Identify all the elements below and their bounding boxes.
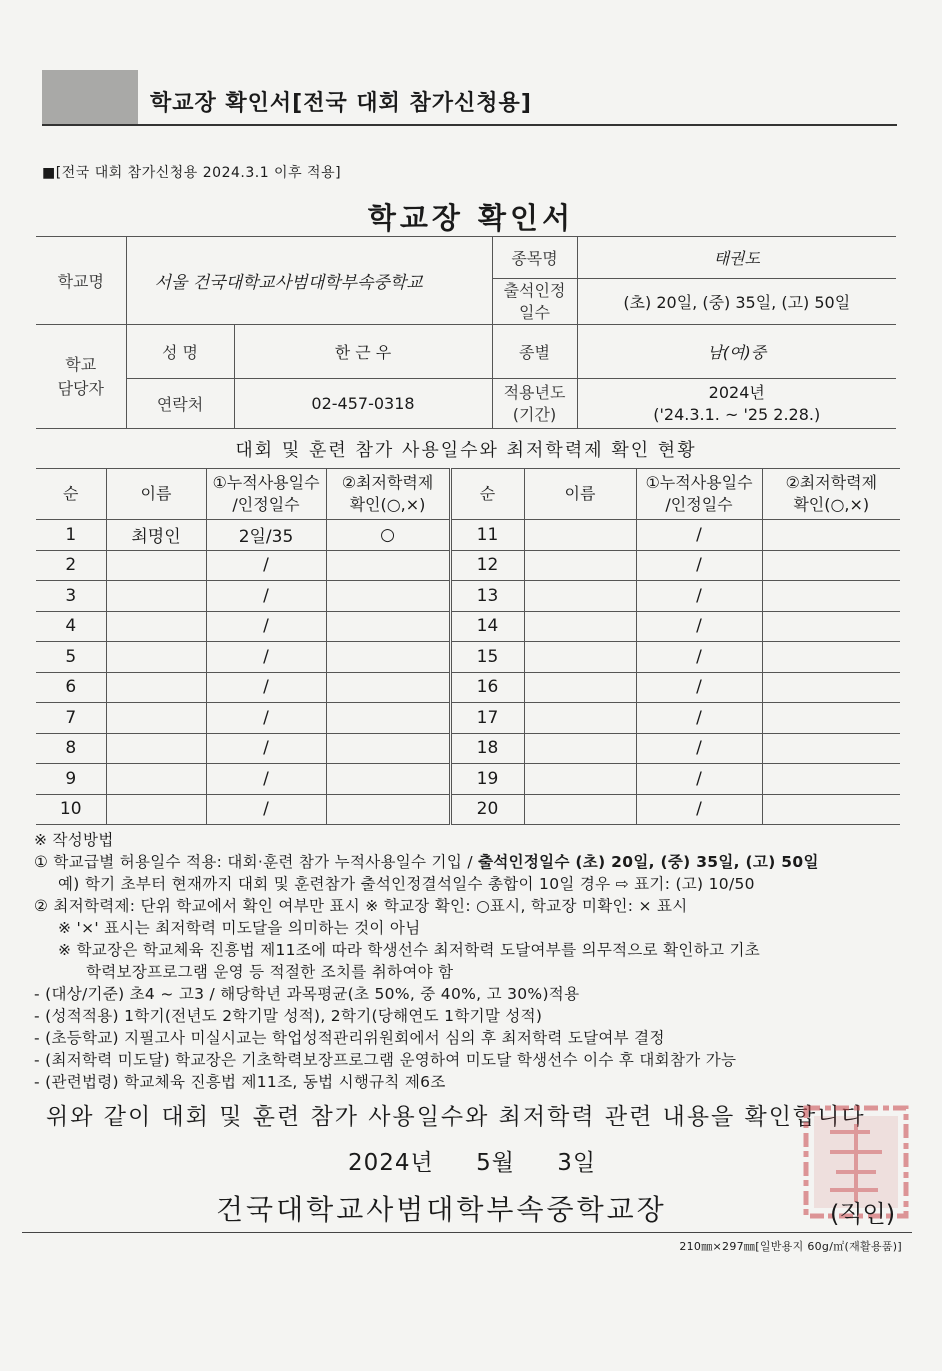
row-check: [326, 794, 450, 825]
row-no: 9: [36, 764, 106, 795]
row-check: [762, 611, 900, 642]
row-days: /: [636, 611, 762, 642]
document-title: 학교장 확인서: [367, 201, 575, 235]
note-1: [34, 851, 909, 873]
note-1-text: ① 학교급별 허용일수 적용: 대회·훈련 참가 누적사용일수 기입 /: [34, 853, 479, 871]
row-days: /: [206, 672, 326, 703]
gender-value: 남(여)중: [577, 325, 896, 379]
row-name: [524, 642, 636, 673]
row-days: /: [206, 611, 326, 642]
row-name: [106, 550, 206, 581]
name-value: 한 근 우: [234, 325, 492, 379]
row-no: 18: [450, 733, 524, 764]
header-check: ②최저학력제 확인(○,×): [762, 469, 900, 520]
row-check: [762, 550, 900, 581]
date: [348, 1144, 630, 1177]
note-2-b2: 학력보장프로그램 운영 등 적절한 조치를 취하여야 함: [86, 963, 454, 981]
table-row: [36, 703, 900, 734]
row-name: [524, 703, 636, 734]
instructions: [34, 829, 909, 1093]
table-row: [36, 794, 900, 825]
principal-name: 건국대학교사범대학부속중학교장: [216, 1193, 667, 1226]
row-days: /: [636, 733, 762, 764]
row-days: /: [636, 794, 762, 825]
table-row: [36, 672, 900, 703]
row-no: 14: [450, 611, 524, 642]
row-check: [762, 764, 900, 795]
paper-spec-footer: 210㎜×297㎜[일반용지 60g/㎡(재활용품)]: [679, 1240, 902, 1253]
detail-2: - (성적적용) 1학기(전년도 2학기말 성적), 2학기(당해연도 1학기말 성적): [34, 1007, 543, 1025]
row-check: [762, 733, 900, 764]
row-check: [762, 642, 900, 673]
table-row: [36, 611, 900, 642]
row-name: [106, 642, 206, 673]
detail-5: - (관련법령) 학교체육 진흥법 제11조, 동법 시행규칙 제6조: [34, 1073, 446, 1091]
row-days: /: [206, 550, 326, 581]
row-check: [762, 703, 900, 734]
row-days: /: [636, 764, 762, 795]
banner-divider: [42, 124, 897, 126]
note-2: ② 최저학력제: 단위 학교에서 확인 여부만 표시 ※ 학교장 확인: ○표시, 학교장 미확인: × 표시: [34, 897, 688, 915]
date-month: 5월: [476, 1150, 515, 1176]
row-name: 최명인: [106, 520, 206, 551]
row-name: [106, 581, 206, 612]
row-days: /: [636, 703, 762, 734]
row-days: /: [206, 794, 326, 825]
header-name: 이름: [106, 469, 206, 520]
row-no: 4: [36, 611, 106, 642]
row-check: [326, 672, 450, 703]
banner-title: 학교장 확인서[전국 대회 참가신청용]: [150, 91, 532, 116]
attend-value: (초) 20일, (중) 35일, (고) 50일: [577, 279, 896, 325]
note-1-bold: 출석인정일수 (초) 20일, (중) 35일, (고) 50일: [478, 853, 819, 871]
row-no: 13: [450, 581, 524, 612]
row-name: [106, 672, 206, 703]
event-value: 태권도: [577, 237, 896, 279]
header-days: ①누적사용일수 /인정일수: [206, 469, 326, 520]
row-days: /: [206, 764, 326, 795]
row-no: 3: [36, 581, 106, 612]
header-no: 순: [36, 469, 106, 520]
row-check: [762, 794, 900, 825]
school-value: 서울 건국대학교사범대학부속중학교: [126, 237, 492, 325]
row-no: 8: [36, 733, 106, 764]
row-name: [106, 611, 206, 642]
row-days: /: [636, 550, 762, 581]
table-row: [36, 520, 900, 551]
row-name: [524, 733, 636, 764]
row-days: /: [206, 581, 326, 612]
row-no: 7: [36, 703, 106, 734]
header-no: 순: [450, 469, 524, 520]
row-name: [106, 764, 206, 795]
detail-3: - (초등학교) 지필고사 미실시교는 학업성적관리위원회에서 심의 후 최저학력 도달여부 결정: [34, 1029, 665, 1047]
contact-value: 02-457-0318: [234, 379, 492, 429]
row-check: [326, 703, 450, 734]
row-check: [326, 550, 450, 581]
table-row: [36, 550, 900, 581]
row-no: 10: [36, 794, 106, 825]
manager-label: 학교 담당자: [36, 325, 126, 429]
table-row: [36, 581, 900, 612]
row-days: /: [636, 581, 762, 612]
row-no: 16: [450, 672, 524, 703]
row-no: 1: [36, 520, 106, 551]
row-days: /: [206, 703, 326, 734]
apply-note: ■[전국 대회 참가신청용 2024.3.1 이후 적용]: [42, 165, 342, 181]
header-days: ①누적사용일수 /인정일수: [636, 469, 762, 520]
row-name: [106, 703, 206, 734]
row-no: 5: [36, 642, 106, 673]
row-check: [326, 611, 450, 642]
row-check: [762, 520, 900, 551]
row-no: 6: [36, 672, 106, 703]
row-name: [524, 672, 636, 703]
row-days: /: [636, 520, 762, 551]
row-days: /: [636, 642, 762, 673]
row-days: /: [206, 642, 326, 673]
row-check: [326, 733, 450, 764]
row-days: /: [636, 672, 762, 703]
row-check: [762, 672, 900, 703]
row-no: 12: [450, 550, 524, 581]
header-check: ②최저학력제 확인(○,×): [326, 469, 450, 520]
banner-gray-box: [42, 70, 138, 124]
row-no: 15: [450, 642, 524, 673]
row-check: [326, 764, 450, 795]
row-name: [106, 794, 206, 825]
table-row: [36, 764, 900, 795]
detail-1: - (대상/기준) 초4 ~ 고3 / 해당학년 과목평균(초 50%, 중 40%, 고 30%)적용: [34, 985, 580, 1003]
school-label: 학교명: [36, 237, 126, 325]
row-name: [524, 764, 636, 795]
note-2-a: ※ '×' 표시는 최저학력 미도달을 의미하는 것이 아님: [58, 919, 421, 937]
row-check: [326, 642, 450, 673]
detail-4: - (최저학력 미도달) 학교장은 기초학력보장프로그램 운영하여 미도달 학생선수 이수 후 대회참가 가능: [34, 1051, 737, 1069]
note-1-example: 예) 학기 초부터 현재까지 대회 및 훈련참가 출석인정결석일수 총합이 10일 경우 ⇨ 표기: (고) 10/50: [58, 875, 755, 893]
year-label: 적용년도 (기간): [492, 379, 577, 429]
usage-table: [36, 468, 900, 825]
row-check: [326, 581, 450, 612]
note-2-b1: ※ 학교장은 학교체육 진흥법 제11조에 따라 학생선수 최저학력 도달여부를 의무적으로 확인하고 기초: [58, 941, 761, 959]
attend-label: 출석인정 일수: [492, 279, 577, 325]
row-no: 2: [36, 550, 106, 581]
table-row: [36, 733, 900, 764]
info-table: [36, 236, 896, 429]
row-name: [524, 581, 636, 612]
gender-label: 종별: [492, 325, 577, 379]
bottom-divider: [22, 1232, 912, 1233]
row-no: 11: [450, 520, 524, 551]
row-name: [106, 733, 206, 764]
date-year: 2024년: [348, 1150, 434, 1176]
row-no: 17: [450, 703, 524, 734]
row-name: [524, 520, 636, 551]
confirmation-statement: 위와 같이 대회 및 훈련 참가 사용일수와 최저학력 관련 내용을 확인합니다: [46, 1104, 866, 1130]
notes-heading: ※ 작성방법: [34, 831, 114, 849]
date-day: 3일: [557, 1150, 597, 1176]
section-title: 대회 및 훈련 참가 사용일수와 최저학력제 확인 현황: [235, 440, 697, 461]
row-days: /: [206, 733, 326, 764]
seal-label: (직인): [830, 1200, 896, 1228]
row-name: [524, 794, 636, 825]
row-check: [762, 581, 900, 612]
contact-label: 연락처: [126, 379, 234, 429]
row-no: 19: [450, 764, 524, 795]
row-name: [524, 611, 636, 642]
row-name: [524, 550, 636, 581]
name-label: 성 명: [126, 325, 234, 379]
row-days: 2일/35: [206, 520, 326, 551]
row-check: ○: [326, 520, 450, 551]
table-row: [36, 642, 900, 673]
header-name: 이름: [524, 469, 636, 520]
event-label: 종목명: [492, 237, 577, 279]
year-value: 2024년 ('24.3.1. ~ '25 2.28.): [577, 379, 896, 429]
row-no: 20: [450, 794, 524, 825]
